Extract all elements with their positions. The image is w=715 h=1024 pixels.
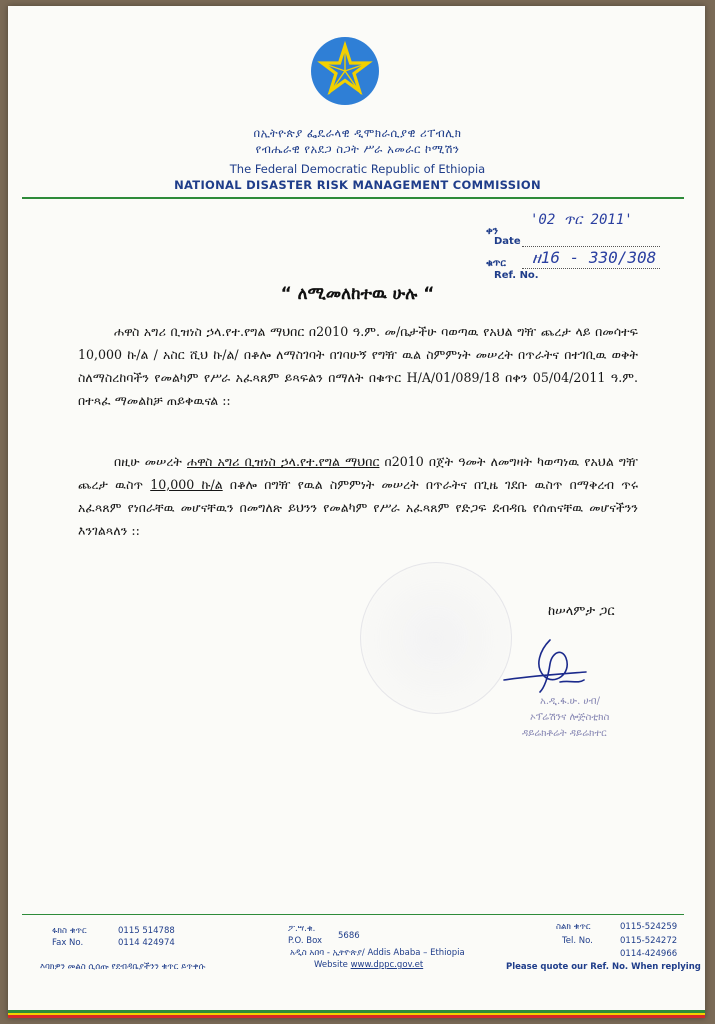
flag-stripe (8, 1010, 705, 1018)
paragraph-1 (78, 320, 638, 412)
paragraph-2 (78, 450, 638, 542)
footer-note-english: Please quote our Ref. No. When replying (506, 962, 701, 972)
org-name-english: The Federal Democratic Republic of Ethiopia (229, 162, 486, 176)
quantity: 10,000 ኩ/ል (150, 477, 223, 492)
date-line (522, 246, 660, 247)
footer-note-amharic: እባክዎን መልስ ሲሰጡ የደብዳቤያችንን ቁጥር ይጥቀሱ (40, 962, 206, 972)
letter-title: “ ለሚመለከተዉ ሁሉ “ (280, 284, 435, 304)
date-label-amharic: ቀን (486, 226, 498, 237)
footer-tel-value2: 0115-524272 (620, 936, 678, 946)
footer-website-label: Website (314, 960, 348, 970)
date-label: Date (494, 236, 521, 247)
footer-tel-value1: 0115-524259 (620, 922, 678, 932)
footer-phone-amh: ፋክስ ቁጥር (52, 926, 87, 936)
signatory-dept: ኦፕሬሽንና ሎጅስቲክስ (530, 712, 610, 723)
footer-address: አዲስ አበባ - ኢትዮጵያ/ Addis Ababa – Ethiopia (290, 948, 465, 958)
org-name-amharic: በኢትዮጵያ ፌዴራላዊ ዲሞክራሲያዊ ሪፐብሊክ (253, 126, 462, 140)
paragraph-2-text-c: በቆሎ በግዥ የዉል ስምምነት መሠረት በጥራትና በጊዜ ገደቡ ዉስጥ በማቅረብ ጥሩ አፈጻጸም የነበራቸዉ መሆናቸዉን በመግለጽ ይህንን የመልካም የሥራ አፈጻጸም የድጋፍ ደብዳቤ የሰጠናቸዉ መሆናችንን እንገልጻለን :: (78, 477, 638, 538)
company-name: ሐዋስ አግሪ ቢዝነስ ኃላ.የተ.የግል ማህበር (187, 454, 380, 469)
footer-phone-value: 0115 514788 (118, 926, 175, 936)
paragraph-1-text: ሐዋስ አግሪ ቢዝነስ ኃላ.የተ.የግል ማህበር በ2010 ዓ.ም. መ/ቤታችሁ ባወጣዉ የአህል ግዥ ጨረታ ላይ በመሳተፍ 10,000 ኩ/ል / አስር ሺህ ኩ/ል/ በቆሎ ለማስገባት በገባሁኝ የግዥ ዉል ስምምነት መሠረት በጥራትና በተገቢዉ ወቅት ስለማስረከባችን የመልካም የሥራ አፈጻጸም ይጻፍልን በማለት በቁጥር H/A/01/089/18 በቀን 05/04/2011 ዓ.ም. በተጻፈ ማመልከቻ ጠይቀዉናል :: (78, 324, 638, 408)
org-name-amharic-2: የብሔራዊ የአደጋ ስጋት ሥራ አመራር ኮሚሽን (255, 142, 460, 156)
ref-value: ዘ16 - 330/308 (532, 248, 657, 267)
ref-label-amharic: ቁጥር (486, 258, 506, 269)
footer-tel-label: Tel. No. (562, 936, 593, 946)
date-value: '02 ጥር 2011' (530, 212, 633, 228)
org-name-english-2: NATIONAL DISASTER RISK MANAGEMENT COMMISSION (174, 178, 541, 192)
faded-stamp (360, 562, 512, 714)
footer-website (314, 960, 423, 970)
header-divider (22, 197, 684, 199)
signatory-title: ዳይሬክቶሬት ዳይሬክተር (522, 728, 607, 739)
ref-label: Ref. No. (494, 270, 539, 281)
ref-line (522, 268, 660, 269)
signature-icon (500, 636, 590, 696)
footer-fax-label: Fax No. (52, 938, 84, 948)
footer-fax-value: 0114 424974 (118, 938, 175, 948)
ethiopian-emblem-icon (310, 36, 380, 106)
footer-pobox-label: P.O. Box (288, 936, 323, 946)
paragraph-2-text-a: በዚሁ መሠረት (114, 454, 188, 469)
paragraph-2-text-b: በ2010 በጀት ዓመት ለመግዛት ካወጣነዉ የአህል ግዥ ጨረታ ዉስጥ (78, 454, 638, 492)
signatory-name: አ.ዲ.ፋ.ሁ. ሀብ/ (540, 696, 600, 707)
footer-pobox-value: 5686 (338, 931, 360, 941)
footer-pobox-amh: ፖ.ሣ.ቁ. (288, 924, 316, 934)
footer-tel-value3: 0114-424966 (620, 949, 678, 959)
footer-tel-amh: ስልክ ቁጥር (556, 922, 591, 932)
closing-salutation: ከሠላምታ ጋር (548, 604, 615, 619)
footer-divider (22, 914, 684, 915)
website-link[interactable]: www.dppc.gov.et (350, 960, 424, 970)
